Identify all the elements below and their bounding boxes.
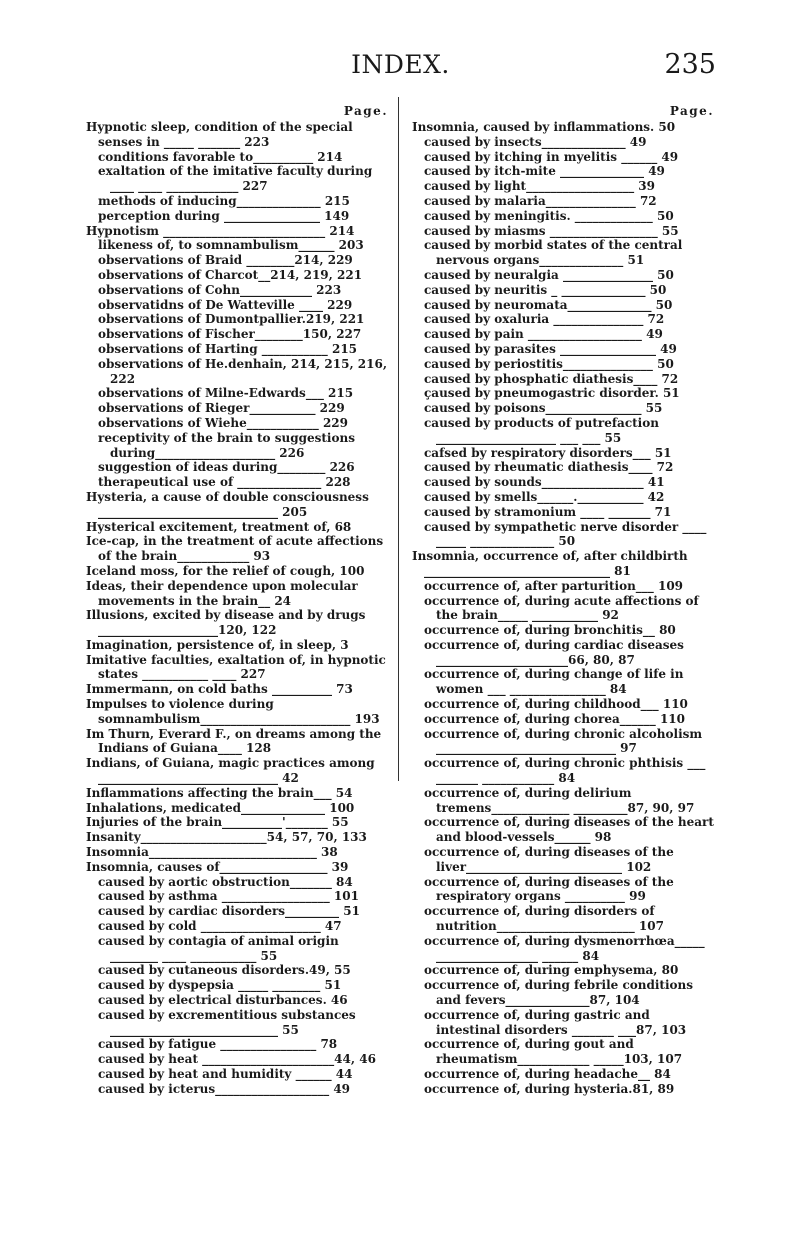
index-entry: caused by fatigue ________________ 78	[98, 1037, 338, 1052]
index-entry: occurrence of, during dysmenorrhœa_____ _________________ ______ 84	[424, 933, 705, 963]
index-entry: caused by neuralgia _______________ 50	[424, 267, 674, 282]
index-entry: Immermann, on cold baths __________ 73	[86, 682, 353, 697]
index-entry: caused by pain ___________________ 49	[424, 327, 663, 342]
index-entry: observations of Dumontpallier.219, 221	[98, 312, 365, 327]
index-entry: caused by aortic obstruction_______ 84	[98, 874, 353, 889]
index-entry: Injuries of the brain__________'_______ 55	[86, 815, 349, 830]
index-entry: caused by sounds_________________ 41	[424, 475, 665, 490]
index-entry: caused by heat ______________________44, 46	[98, 1052, 376, 1067]
index-entry: caused by periostitis_______________ 50	[424, 356, 674, 371]
index-entry: caused by miasms __________________ 55	[424, 223, 679, 238]
index-entry: caused by poisons________________ 55	[424, 401, 663, 416]
index-entry: Inflammations affecting the brain___ 54	[86, 785, 353, 800]
index-entry: Illusions, excited by disease and by drugs ____________________120, 122	[86, 608, 366, 638]
index-entry: caused by parasites ________________ 49	[424, 341, 677, 356]
index-entry: perception during ________________ 149	[98, 208, 350, 223]
index-entry: observations of Braid ________214, 229	[98, 253, 353, 268]
index-entry: Impulses to violence during somnambulism_________________________ 193	[86, 697, 380, 726]
index-entry: exaltation of the imitative faculty during ____ ____ ____________ 227	[98, 164, 373, 194]
index-entry: cafsed by respiratory disorders___ 51	[424, 445, 672, 460]
index-entry: observations of Wiehe____________ 229	[98, 415, 349, 430]
index-entry: occurrence of, during acute affections of the brain_____ ___________ 92	[424, 593, 699, 623]
index-entry: observations of He.denhain, 214, 215, 216, 222	[98, 356, 388, 386]
index-entry: caused by cardiac disorders_________ 51	[98, 904, 360, 919]
page-header	[0, 50, 801, 84]
index-column-left	[86, 104, 390, 1097]
index-entry: Insomnia, occurrence of, after childbirth _______________________________ 81	[412, 549, 688, 578]
index-entry: Ideas, their dependence upon molecular movements in the brain__ 24	[86, 578, 358, 608]
index-entry: occurrence of, during delirium tremens_____________ _________87, 90, 97	[424, 785, 695, 815]
index-entry: Hypnotism ___________________________ 214	[86, 223, 355, 238]
index-entry: occurrence of, during diseases of the heart and blood-vessels______ 98	[424, 815, 714, 845]
index-entry: observations of Cohn____________ 223	[98, 282, 342, 297]
index-entry: Insomnia, causes of__________________ 39	[86, 859, 349, 874]
index-entry: occurrence of, during cardiac diseases ______________________66, 80, 87	[424, 637, 684, 667]
index-entry: observations of Rieger___________ 229	[98, 401, 345, 416]
index-entry: Iceland moss, for the relief of cough, 100	[86, 563, 365, 578]
index-entry: Hypnotic sleep, condition of the special senses in _____ _______ 223	[86, 120, 353, 149]
index-entry: caused by cutaneous disorders.49, 55	[98, 963, 351, 978]
page-number: 235	[664, 49, 716, 80]
index-entry: occurrence of, during chronic phthisis ___ _______ ____________ 84	[424, 756, 706, 786]
index-entry-list	[412, 120, 716, 1097]
index-entry: occurrence of, during headache__ 84	[424, 1067, 671, 1081]
index-entry: occurrence of, during hysteria.81, 89	[424, 1081, 675, 1096]
index-entry: Hysteria, a cause of double consciousness ______________________________ 205	[86, 489, 369, 519]
index-entry: Insanity_____________________54, 57, 70, 133	[86, 830, 367, 845]
index-entry: caused by electrical disturbances. 46	[98, 993, 348, 1008]
index-entry: caused by heat and humidity ______ 44	[98, 1067, 353, 1081]
index-entry: caused by neuromata______________ 50	[424, 297, 673, 312]
column-page-label: Page.	[669, 104, 714, 118]
index-entry: observations of Fischer________150, 227	[98, 327, 362, 342]
index-entry: caused by malaria_______________ 72	[424, 193, 657, 208]
index-entry: suggestion of ideas during________ 226	[98, 460, 355, 475]
index-entry: caused by sympathetic nerve disorder ____ _____ ______________ 50	[424, 519, 707, 549]
index-entry: caused by contagia of animal origin ________ ____ ___________ 55	[98, 933, 339, 963]
index-entry: occurrence of, during diseases of the respiratory organs __________ 99	[424, 874, 674, 904]
index-entry-list	[86, 120, 390, 1097]
index-entry: caused by morbid states of the central nervous organs______________ 51	[424, 238, 683, 268]
index-entry: caused by dyspepsia _____ ________ 51	[98, 978, 342, 993]
index-entry: caused by phosphatic diathesis____ 72	[424, 371, 679, 386]
index-entry: caused by products of putrefaction ____________________ ___ ___ 55	[424, 415, 659, 445]
index-entry: occurrence of, after parturition___ 109	[424, 578, 684, 593]
index-entry: caused by neuritis _ ______________ 50	[424, 282, 667, 297]
index-entry: Insomnia, caused by inflammations. 50	[412, 120, 676, 134]
index-entry: occurrence of, during gout and rheumatism____________ _____103, 107	[424, 1037, 683, 1067]
index-entry: Imitative faculties, exaltation of, in hypnotic states ___________ ____ 227	[86, 652, 386, 682]
column-divider	[398, 97, 399, 781]
index-entry: occurrence of, during diseases of the liver__________________________ 102	[424, 845, 674, 874]
index-entry: caused by insects______________ 49	[424, 134, 647, 149]
index-entry: conditions favorable to__________ 214	[98, 149, 343, 164]
index-entry: caused by icterus___________________ 49	[98, 1081, 351, 1096]
index-entry: occurrence of, during change of life in women ___ ________________ 84	[424, 667, 684, 697]
index-entry: occurrence of, during emphysema, 80	[424, 963, 679, 978]
index-entry: Indians, of Guiana, magic practices among ______________________________ 42	[86, 756, 375, 786]
index-entry: occurrence of, during disorders of nutrition_______________________ 107	[424, 904, 664, 934]
index-entry: observatidns of De Watteville ____ 229	[98, 297, 353, 312]
index-entry: receptivity of the brain to suggestions during____________________ 226	[98, 430, 355, 460]
index-entry: çaused by pneumogastric disorder. 51	[424, 386, 680, 401]
index-entry: observations of Milne-Edwards___ 215	[98, 386, 354, 401]
index-entry: occurrence of, during gastric and intestinal disorders _______ ___87, 103	[424, 1007, 687, 1037]
index-entry: Hysterical excitement, treatment of, 68	[86, 519, 352, 534]
index-entry: caused by rheumatic diathesis____ 72	[424, 460, 674, 475]
index-entry: caused by cold ____________________ 47	[98, 919, 342, 934]
index-entry: caused by itch-mite ______________ 49	[424, 164, 665, 179]
index-entry: Im Thurn, Everard F., on dreams among the Indians of Guiana____ 128	[86, 726, 382, 756]
index-entry: Ice-cap, in the treatment of acute affections of the brain____________ 93	[86, 534, 384, 564]
index-column-right	[412, 104, 716, 1097]
index-entry: caused by oxaluria _______________ 72	[424, 312, 665, 327]
index-entry: therapeutical use of ______________ 228	[98, 475, 351, 490]
column-page-label: Page.	[343, 104, 388, 118]
index-entry: Imagination, persistence of, in sleep, 3	[86, 637, 349, 652]
index-entry: likeness of, to somnambulism______ 203	[98, 238, 364, 253]
index-entry: caused by stramonium ____ _______ 71	[424, 504, 672, 519]
index-entry: observations of Harting ___________ 215	[98, 341, 358, 356]
index-entry: occurrence of, during childhood___ 110	[424, 697, 688, 712]
index-entry: occurrence of, during febrile conditions and fevers______________87, 104	[424, 978, 694, 1008]
index-entry: occurrence of, during chronic alcoholism ______________________________ 97	[424, 726, 703, 756]
index-entry: Insomnia____________________________ 38	[86, 845, 338, 860]
index-entry: caused by smells______.___________ 42	[424, 489, 665, 504]
page-title: INDEX.	[351, 50, 450, 79]
index-entry: occurrence of, during bronchitis__ 80	[424, 623, 676, 638]
index-entry: Inhalations, medicated______________ 100	[86, 800, 355, 815]
index-entry: methods of inducing______________ 215	[98, 193, 350, 208]
index-entry: caused by meningitis. _____________ 50	[424, 208, 674, 223]
index-entry: observations of Charcot__214, 219, 221	[98, 267, 363, 282]
index-entry: caused by asthma __________________ 101	[98, 889, 359, 904]
index-entry: caused by light__________________ 39	[424, 179, 655, 194]
index-entry: caused by itching in myelitis ______ 49	[424, 149, 679, 164]
index-entry: occurrence of, during chorea______ 110	[424, 711, 686, 726]
index-entry: caused by excrementitious substances ____________________________ 55	[98, 1007, 356, 1037]
